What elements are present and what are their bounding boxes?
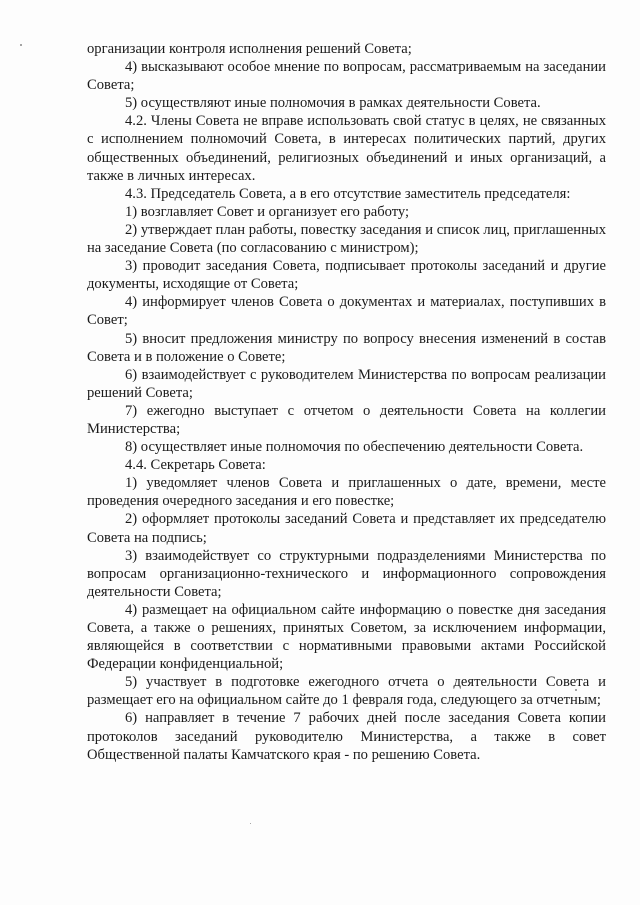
paragraph: организации контроля исполнения решений Совета;	[87, 41, 412, 57]
paragraph: 4.3. Председатель Совета, а в его отсутствие заместитель председателя:	[125, 185, 571, 202]
paragraph: 2) оформляет протоколы заседаний Совета и представляет их председателю Совета на подпись;	[87, 511, 606, 546]
scan-speck	[250, 823, 251, 824]
paragraph: 3) проводит заседания Совета, подписывает протоколы заседаний и другие документы, исходящие от Совета;	[87, 258, 606, 293]
paragraph: 4) высказывают особое мнение по вопросам, рассматриваемым на заседании Совета;	[87, 59, 606, 94]
paragraph: 5) участвует в подготовке ежегодного отчета о деятельности Совета и размещает его на официальном сайте до 1 февраля года, следующего за отчетным;	[87, 674, 606, 709]
paragraph: 4.2. Члены Совета не вправе использовать свой статус в целях, не связанных с исполнением полномочий Совета, в интересах политических партий, других общественных объединений, религиозных объединений и иных организаций, а также в личных интересах.	[87, 113, 606, 184]
scan-speck	[20, 44, 22, 46]
paragraph: 1) уведомляет членов Совета и приглашенных о дате, времени, месте проведения очередного заседания и его повестке;	[87, 475, 606, 510]
paragraph: 6) взаимодействует с руководителем Министерства по вопросам реализации решений Совета;	[87, 366, 606, 401]
document-body	[87, 40, 606, 764]
paragraph: 5) вносит предложения министру по вопросу внесения изменений в состав Совета и в положение о Совете;	[87, 330, 606, 365]
paragraph: 4.4. Секретарь Совета:	[125, 457, 266, 474]
paragraph: 4) размещает на официальном сайте информацию о повестке дня заседания Совета, а также о решениях, принятых Советом, за исключением информации, являющейся в соответствии с нормативными правовыми актами Российской Федерации конфиденциальной;	[87, 601, 606, 673]
paragraph: 4) информирует членов Совета о документах и материалах, поступивших в Совет;	[87, 294, 606, 329]
paragraph: 1) возглавляет Совет и организует его работу;	[125, 203, 410, 220]
paragraph: 7) ежегодно выступает с отчетом о деятельности Совета на коллегии Министерства;	[87, 402, 606, 437]
paragraph: 2) утверждает план работы, повестку заседания и список лиц, приглашенных на заседание Совета (по согласованию с министром);	[87, 221, 606, 257]
paragraph: 5) осуществляют иные полномочия в рамках деятельности Совета.	[125, 95, 541, 112]
paragraph: 6) направляет в течение 7 рабочих дней после заседания Совета копии протоколов заседаний руководителю Министерства, а также в совет Общественной палаты Камчатского края - по решению Совета.	[87, 710, 606, 763]
paragraph: 3) взаимодействует со структурными подразделениями Министерства по вопросам организационно-технического и информационного сопровождения деятельности Совета;	[87, 547, 606, 600]
paragraph: 8) осуществляет иные полномочия по обеспечению деятельности Совета.	[125, 439, 584, 456]
